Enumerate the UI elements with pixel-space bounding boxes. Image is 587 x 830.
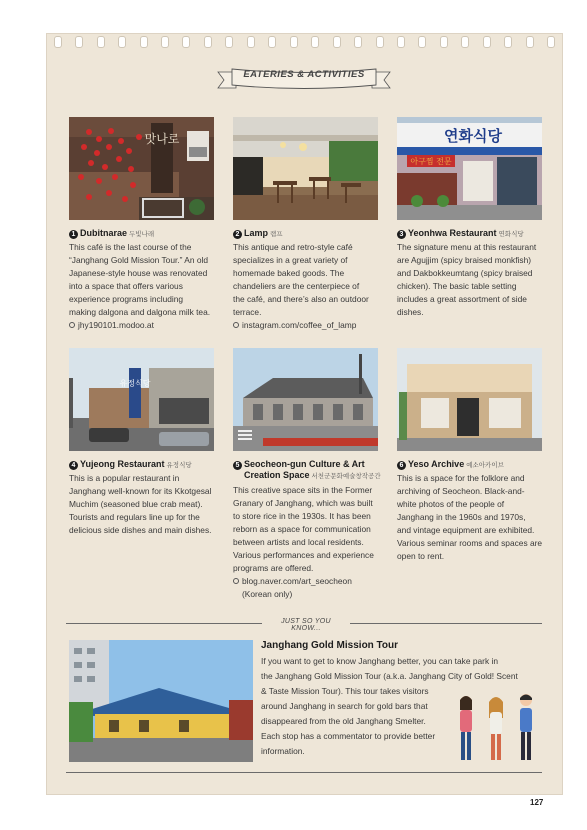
card-title-4: 4 Yujeong Restaurant 유정식당	[69, 459, 192, 471]
photo-yeonhwa	[397, 117, 542, 220]
globe-icon	[233, 578, 239, 584]
text-line: white photos of the people of	[397, 499, 505, 509]
number-badge: 2	[233, 230, 242, 239]
card-title-2: 2 Lamp 램프	[233, 228, 283, 240]
card-title-3: 3 Yeonhwa Restaurant 연화식당	[397, 228, 524, 240]
text-line: Janghang in the 1960s and 1970s,	[397, 512, 526, 522]
text-line: “Janghang Gold Mission Tour.” An old	[69, 255, 209, 265]
text-line: chicken). The basic table setting	[397, 281, 517, 291]
text-line: around Janghang in search for gold bars that	[261, 701, 428, 711]
svg-text:아구찜 전문: 아구찜 전문	[410, 157, 452, 166]
photo-yeso-archive	[397, 348, 542, 451]
text-line: specializes in a great variety of	[233, 255, 348, 265]
text-line: reborn as a space for communication	[233, 524, 371, 534]
text-line: open to rent.	[397, 551, 445, 561]
text-line: programs are offered.	[233, 563, 314, 573]
globe-icon	[69, 322, 75, 328]
text-line: delicious side dishes and main dishes.	[69, 525, 212, 535]
website-link[interactable]: jhy190101.modoo.at	[69, 319, 229, 332]
card-body-2	[233, 241, 393, 332]
text-line: This is a space for the folklore and	[397, 473, 525, 483]
text-line: This café is the last course of the	[69, 242, 192, 252]
photo-lamp	[233, 117, 378, 220]
just-so-you-know-divider: JUST SO YOU KNOW...	[66, 618, 542, 630]
text-line: experience programs including	[69, 294, 184, 304]
text-line: Granary of Janghang, which was built	[233, 498, 373, 508]
photo-art-space	[233, 348, 378, 451]
card-title-6: 6 Yeso Archive 예소아카이브	[397, 459, 504, 471]
text-line: dishes.	[397, 307, 424, 317]
blog-link[interactable]: blog.naver.com/art_seocheon	[233, 575, 393, 588]
text-line: If you want to get to know Janghang better, you can take park in	[261, 656, 498, 666]
text-line: Various performances and experience	[233, 550, 374, 560]
number-badge: 1	[69, 230, 78, 239]
instagram-link[interactable]: instagram.com/coffee_of_lamp	[233, 319, 393, 332]
bottom-rule	[66, 772, 542, 773]
text-line: making dalgona and dalgona milk tea.	[69, 307, 211, 317]
text-line: the café, and there’s also an outdoor	[233, 294, 369, 304]
text-line: This antique and retro-style café	[233, 242, 353, 252]
text-line: Tourists and regulars line up for the	[69, 512, 200, 522]
text-line: the Janghang Gold Mission Tour (a.k.a. Janghang City of Gold! Scent	[261, 671, 518, 681]
photo-dubitnarae	[69, 117, 214, 220]
text-line: Muchim (seasoned blue crab meat).	[69, 499, 203, 509]
text-line: Japanese-style house was renovated	[69, 268, 208, 278]
number-badge: 4	[69, 461, 78, 470]
tour-title: Janghang Gold Mission Tour	[261, 640, 399, 651]
binder-rings	[47, 36, 562, 48]
number-badge: 6	[397, 461, 406, 470]
page-number: 127	[530, 798, 544, 807]
text-line: chandeliers are the centerpiece of	[233, 281, 360, 291]
card-body-3	[397, 241, 557, 319]
card-body-1	[69, 241, 229, 332]
text-line: and Dakbokkeumtang (spicy braised	[397, 268, 533, 278]
text-line: The signature menu at this restaurant	[397, 242, 537, 252]
globe-icon	[233, 322, 239, 328]
text-line: information.	[261, 746, 305, 756]
card-body-4	[69, 472, 229, 537]
card-body-5	[233, 484, 393, 601]
text-line: homemade baked goods. The	[233, 268, 345, 278]
svg-text:연화식당: 연화식당	[444, 127, 502, 145]
photo-yujeong	[69, 348, 214, 451]
text-line: Each stop has a commentator to provide better	[261, 731, 436, 741]
number-badge: 3	[397, 230, 406, 239]
text-line: into a space that offers various	[69, 281, 183, 291]
card-title-1: 1 Dubitnarae 두빛나래	[69, 228, 154, 240]
text-line: Janghang well-known for its Kkotgesal	[69, 486, 212, 496]
card-body-6	[397, 472, 557, 563]
section-banner: EATERIES & ACTIVITIES	[243, 69, 365, 80]
text-line: includes a great assortment of side	[397, 294, 527, 304]
text-line: terrace.	[233, 307, 262, 317]
text-line: are Agujjim (spicy braised monkfish)	[397, 255, 532, 265]
photo-gold-mission	[69, 640, 253, 762]
svg-text:유정식당: 유정식당	[119, 379, 151, 388]
card-title-5: 5 Seocheon-gun Culture & Art Creation Space 서천군문화예술창작공간	[233, 459, 381, 482]
text-line: This is a popular restaurant in	[69, 473, 180, 483]
link-note: (Korean only)	[242, 589, 293, 599]
text-line: disappeared from the old Janghang Smelter.	[261, 716, 426, 726]
text-line: to store rice in the 1930s. It has been	[233, 511, 371, 521]
text-line: Various seminar rooms and spaces are	[397, 538, 543, 548]
tourists-illustration	[452, 688, 542, 768]
text-line: & Taste Mission Tour). This tour takes visitors	[261, 686, 429, 696]
text-line: archiving of Seocheon. Black-and-	[397, 486, 525, 496]
text-line: between artists and local residents.	[233, 537, 364, 547]
svg-text:맛나로: 맛나로	[144, 132, 180, 146]
text-line: and vintage equipment are exhibited.	[397, 525, 535, 535]
text-line: This creative space sits in the Former	[233, 485, 373, 495]
number-badge: 5	[233, 461, 242, 470]
